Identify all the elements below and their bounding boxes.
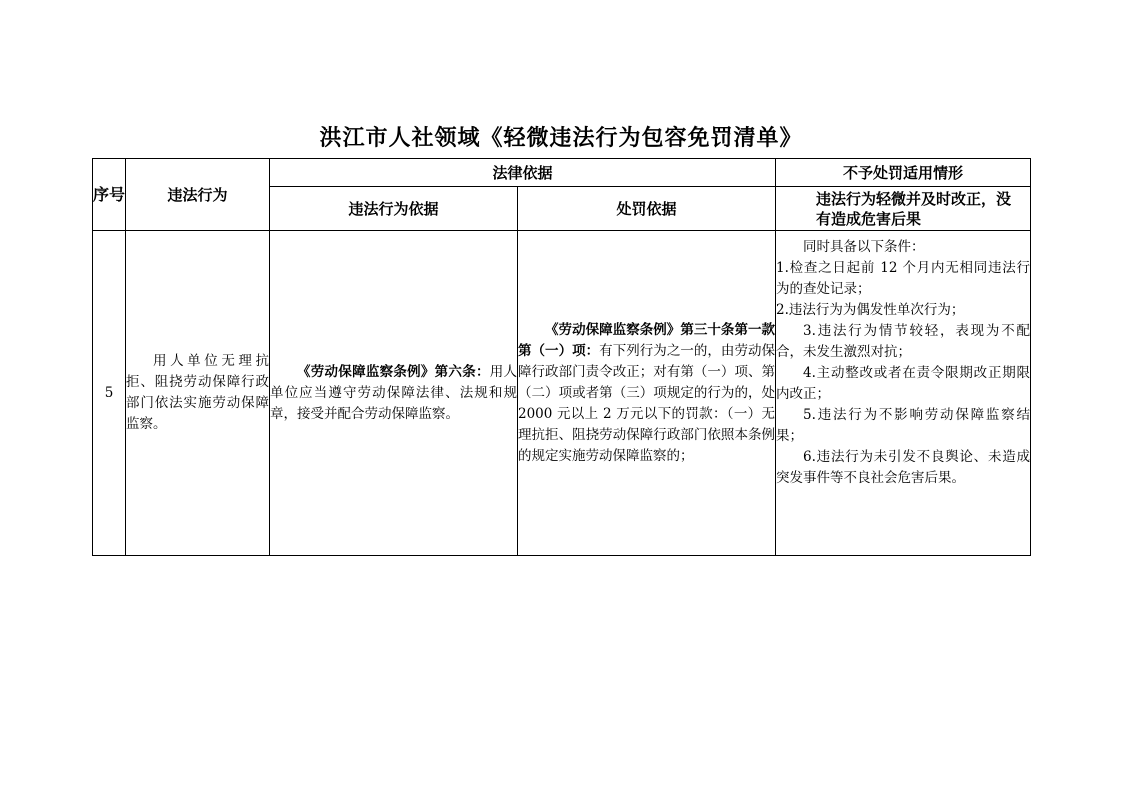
- conditions-intro: 同时具备以下条件：: [803, 239, 925, 255]
- condition-item: 5.违法行为不影响劳动保障监察结果；: [776, 407, 1031, 444]
- header-no-penalty-sub: 违法行为轻微并及时改正，没有造成危害后果: [776, 187, 1031, 231]
- row-penalty-basis: 《劳动保障监察条例》第三十条第一款第（一）项：有下列行为之一的，由劳动保障行政部门责令改正；对有第（一）项、第（二）项或者第（三）项规定的行为的，处 2000 元以上 2 万元以下的罚款：（一）无理抗拒、阻挠劳动保障行政部门依照本条例的规定实施劳动保障监察的；: [518, 231, 776, 556]
- penalty-exemption-table: [92, 158, 1031, 556]
- condition-item: 4.主动整改或者在责令限期改正期限内改正；: [776, 365, 1031, 402]
- table-row: [93, 231, 1031, 556]
- condition-item: 1.检查之日起前 12 个月内无相同违法行为的查处记录；: [776, 260, 1031, 297]
- header-seq: 序号: [93, 159, 126, 231]
- header-violation-basis: 违法行为依据: [270, 187, 518, 231]
- row-seq: 5: [93, 231, 126, 556]
- header-penalty-basis: 处罚依据: [518, 187, 776, 231]
- condition-item: 3.违法行为情节较轻，表现为不配合，未发生激烈对抗；: [776, 323, 1031, 360]
- row-conditions: [776, 231, 1031, 556]
- row-violation-basis: 《劳动保障监察条例》第六条：用人单位应当遵守劳动保障法律、法规和规章，接受并配合劳动保障监察。: [270, 231, 518, 556]
- condition-item: 6.违法行为未引发不良舆论、未造成突发事件等不良社会危害后果。: [776, 449, 1031, 486]
- header-violation: 违法行为: [126, 159, 270, 231]
- row-violation: 用人单位无理抗拒、阻挠劳动保障行政部门依法实施劳动保障监察。: [126, 231, 270, 556]
- condition-item: 2.违法行为为偶发性单次行为；: [776, 302, 965, 318]
- header-no-penalty: 不予处罚适用情形: [776, 159, 1031, 187]
- header-legal-basis: 法律依据: [270, 159, 776, 187]
- page-title: 洪江市人社领域《轻微违法行为包容免罚清单》: [319, 125, 803, 151]
